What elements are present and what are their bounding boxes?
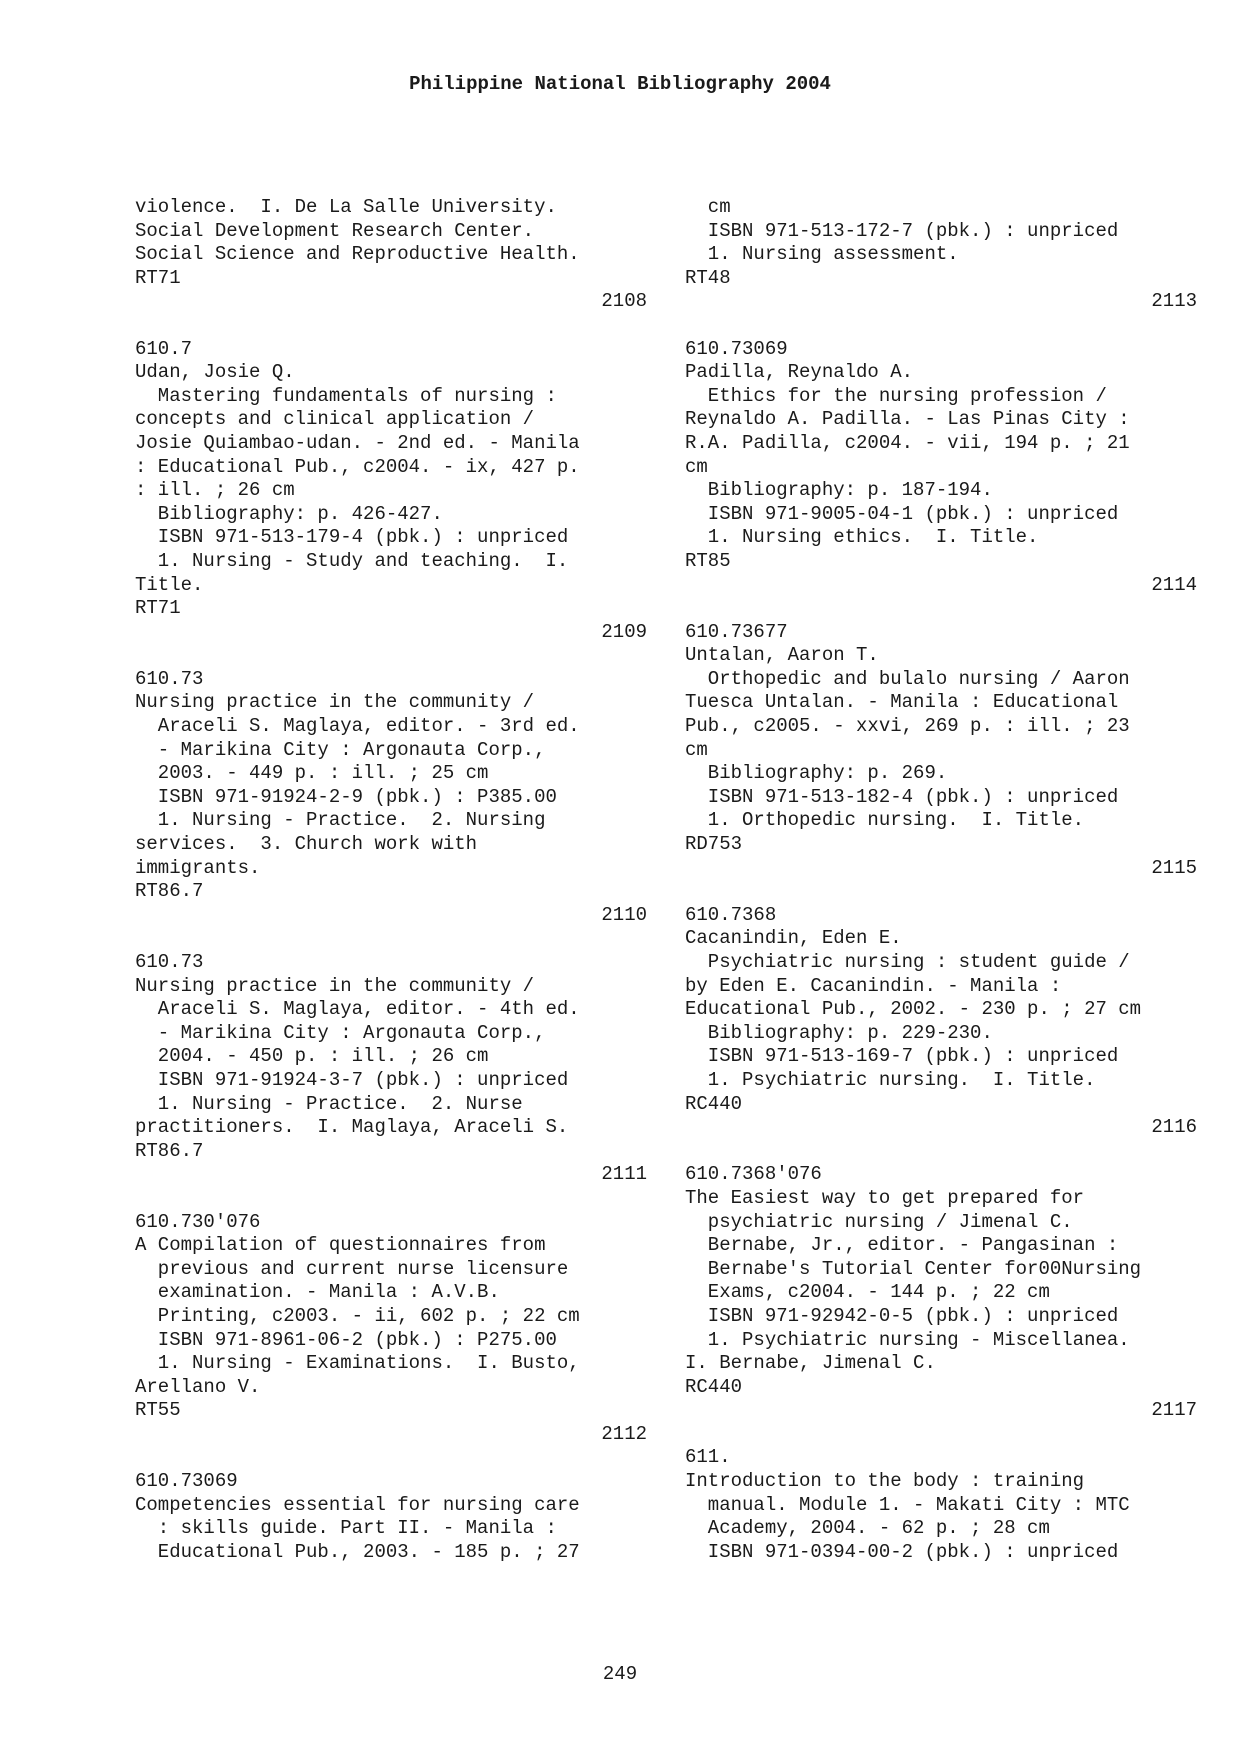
entry-number: 2117 [1151, 1399, 1197, 1422]
running-head: Philippine National Bibliography 2004 [409, 73, 831, 95]
entry-line: 611. [685, 1446, 731, 1469]
entry-line: 1. Nursing assessment. [685, 243, 959, 266]
entry-number: 2115 [1151, 856, 1197, 879]
entry-line: Social Development Research Center. [135, 219, 535, 242]
entry-number: 2110 [601, 903, 647, 926]
entry-line: Araceli S. Maglaya, editor. - 3rd ed. [135, 715, 580, 738]
entry-number: 2109 [601, 620, 647, 643]
entry-line: 1. Orthopedic nursing. I. Title. [685, 809, 1085, 832]
entry-line: Cacanindin, Eden E. [685, 927, 902, 950]
entry-line: immigrants. [135, 856, 261, 879]
entry-line: previous and current nurse licensure [135, 1257, 569, 1280]
entry-line: RT86.7 [135, 1139, 204, 1162]
entry-line: practitioners. I. Maglaya, Araceli S. [135, 1116, 569, 1139]
blank-line [135, 927, 647, 951]
entry-line: ISBN 971-9005-04-1 (pbk.) : unpriced [685, 502, 1119, 525]
entry-line: Exams, c2004. - 144 p. ; 22 cm [685, 1281, 1050, 1304]
entry-line: ISBN 971-513-179-4 (pbk.) : unpriced [135, 526, 569, 549]
entry-line: cm [685, 738, 708, 761]
entry-line: Title. [135, 573, 204, 596]
entry-number: 2108 [601, 290, 647, 313]
entry-line: Arellano V. [135, 1375, 261, 1398]
entry-line: ISBN 971-0394-00-2 (pbk.) : unpriced [685, 1540, 1119, 1563]
entry-line: 1. Nursing - Practice. 2. Nurse [135, 1092, 523, 1115]
entry-line: 610.73069 [685, 337, 788, 360]
entry-line: 1. Psychiatric nursing. I. Title. [685, 1068, 1096, 1091]
entry-line: 610.73 [135, 667, 204, 690]
entry-line: 610.73677 [685, 620, 788, 643]
entry-line: services. 3. Church work with [135, 833, 478, 856]
entry-line: Untalan, Aaron T. [685, 644, 879, 667]
entry-line: violence. I. De La Salle University. [135, 196, 557, 218]
entry-line: Academy, 2004. - 62 p. ; 28 cm [685, 1517, 1050, 1540]
entry-line: RT71 [135, 266, 181, 289]
entry-line: I. Bernabe, Jimenal C. [685, 1352, 936, 1375]
entry-line: - Marikina City : Argonauta Corp., [135, 1021, 546, 1044]
blank-line [135, 644, 647, 668]
entry-line: ISBN 971-91924-2-9 (pbk.) : P385.00 [135, 785, 557, 808]
entry-line: - Marikina City : Argonauta Corp., [135, 738, 546, 761]
entry-line: Bernabe's Tutorial Center for00Nursing [685, 1257, 1142, 1280]
entry-line: ISBN 971-513-172-7 (pbk.) : unpriced [685, 219, 1119, 242]
entry-line: Nursing practice in the community / [135, 974, 535, 997]
entry-line: Bibliography: p. 229-230. [685, 1021, 993, 1044]
entry-line: 2003. - 449 p. : ill. ; 25 cm [135, 762, 489, 785]
entry-line: examination. - Manila : A.V.B. [135, 1281, 500, 1304]
entry-line: Padilla, Reynaldo A. [685, 361, 914, 384]
entry-line: 1. Nursing - Examinations. I. Busto, [135, 1352, 580, 1375]
entry-line: Nursing practice in the community / [135, 691, 535, 714]
entry-line: Bernabe, Jr., editor. - Pangasinan : [685, 1234, 1119, 1257]
entry-line: Ethics for the nursing profession / [685, 384, 1107, 407]
entry-number: 2116 [1151, 1116, 1197, 1139]
entry-line: Araceli S. Maglaya, editor. - 4th ed. [135, 998, 580, 1021]
entry-line: RT71 [135, 597, 181, 620]
entry-line: 1. Nursing - Study and teaching. I. [135, 549, 569, 572]
entry-line: R.A. Padilla, c2004. - vii, 194 p. ; 21 [685, 431, 1130, 454]
left-column [135, 196, 647, 1564]
entry-line: Josie Quiambao-udan. - 2nd ed. - Manila [135, 431, 580, 454]
entry-line: 610.7368'076 [685, 1163, 822, 1186]
entry-line: 610.7 [135, 337, 193, 360]
entry-line: Printing, c2003. - ii, 602 p. ; 22 cm [135, 1304, 580, 1327]
entry-line: Competencies essential for nursing care [135, 1493, 580, 1516]
entry-line: ISBN 971-91924-3-7 (pbk.) : unpriced [135, 1068, 569, 1091]
entry-line: RD753 [685, 833, 743, 856]
entry-line: : Educational Pub., c2004. - ix, 427 p. [135, 455, 580, 478]
entry-line: ISBN 971-92942-0-5 (pbk.) : unpriced [685, 1304, 1119, 1327]
entry-line: Udan, Josie Q. [135, 361, 295, 384]
blank-line [685, 314, 1197, 338]
entry-line: 2004. - 450 p. : ill. ; 26 cm [135, 1045, 489, 1068]
blank-line [135, 1446, 647, 1470]
entry-line: Introduction to the body : training [685, 1470, 1085, 1493]
entry-line: RT85 [685, 549, 731, 572]
entry-line: RT55 [135, 1399, 181, 1422]
blank-line [685, 1140, 1197, 1164]
entry-line: manual. Module 1. - Makati City : MTC [685, 1493, 1130, 1516]
entry-line: ISBN 971-8961-06-2 (pbk.) : P275.00 [135, 1328, 557, 1351]
blank-line [135, 314, 647, 338]
blank-line [135, 1187, 647, 1211]
right-column [685, 196, 1197, 1564]
entry-line: Tuesca Untalan. - Manila : Educational [685, 691, 1119, 714]
entry-line: Orthopedic and bulalo nursing / Aaron [685, 667, 1130, 690]
entry-line: Reynaldo A. Padilla. - Las Pinas City : [685, 408, 1130, 431]
entry-line: Educational Pub., 2003. - 185 p. ; 27 [135, 1540, 580, 1563]
entry-number: 2114 [1151, 573, 1197, 596]
entry-line: by Eden E. Cacanindin. - Manila : [685, 974, 1062, 997]
entry-line: The Easiest way to get prepared for [685, 1186, 1085, 1209]
entry-number: 2111 [601, 1163, 647, 1186]
entry-line: A Compilation of questionnaires from [135, 1234, 546, 1257]
entry-line: RT86.7 [135, 880, 204, 903]
entry-line: Psychiatric nursing : student guide / [685, 951, 1130, 973]
entry-line: Bibliography: p. 187-194. [685, 479, 993, 502]
entry-line: Bibliography: p. 426-427. [135, 502, 443, 525]
entry-line: 1. Psychiatric nursing - Miscellanea. [685, 1328, 1130, 1351]
entry-line: : ill. ; 26 cm [135, 479, 295, 502]
entry-line: RT48 [685, 266, 731, 289]
entry-line: ISBN 971-513-182-4 (pbk.) : unpriced [685, 785, 1119, 808]
entry-line: 610.73069 [135, 1470, 238, 1493]
entry-line: 610.73 [135, 951, 204, 973]
entry-line: 610.730'076 [135, 1210, 261, 1233]
entry-line: Educational Pub., 2002. - 230 p. ; 27 cm [685, 998, 1142, 1021]
page-number: 249 [602, 1663, 638, 1685]
entry-line: Pub., c2005. - xxvi, 269 p. : ill. ; 23 [685, 715, 1130, 738]
entry-line: cm [685, 196, 731, 218]
entry-line: RC440 [685, 1375, 743, 1398]
entry-line: psychiatric nursing / Jimenal C. [685, 1210, 1073, 1233]
entry-line: 610.7368 [685, 903, 777, 926]
entry-line: 1. Nursing - Practice. 2. Nursing [135, 809, 546, 832]
entry-line: Bibliography: p. 269. [685, 762, 948, 785]
entry-number: 2112 [601, 1422, 647, 1445]
entry-line: 1. Nursing ethics. I. Title. [685, 526, 1039, 549]
entry-line: cm [685, 455, 708, 478]
entry-line: ISBN 971-513-169-7 (pbk.) : unpriced [685, 1045, 1119, 1068]
entry-number: 2113 [1151, 290, 1197, 313]
entry-line: Social Science and Reproductive Health. [135, 243, 580, 266]
entry-line: Mastering fundamentals of nursing : [135, 384, 557, 407]
entry-line: : skills guide. Part II. - Manila : [135, 1517, 557, 1540]
entry-line: concepts and clinical application / [135, 408, 535, 431]
blank-line [685, 1423, 1197, 1447]
entry-line: RC440 [685, 1092, 743, 1115]
blank-line [685, 597, 1197, 621]
blank-line [685, 880, 1197, 904]
